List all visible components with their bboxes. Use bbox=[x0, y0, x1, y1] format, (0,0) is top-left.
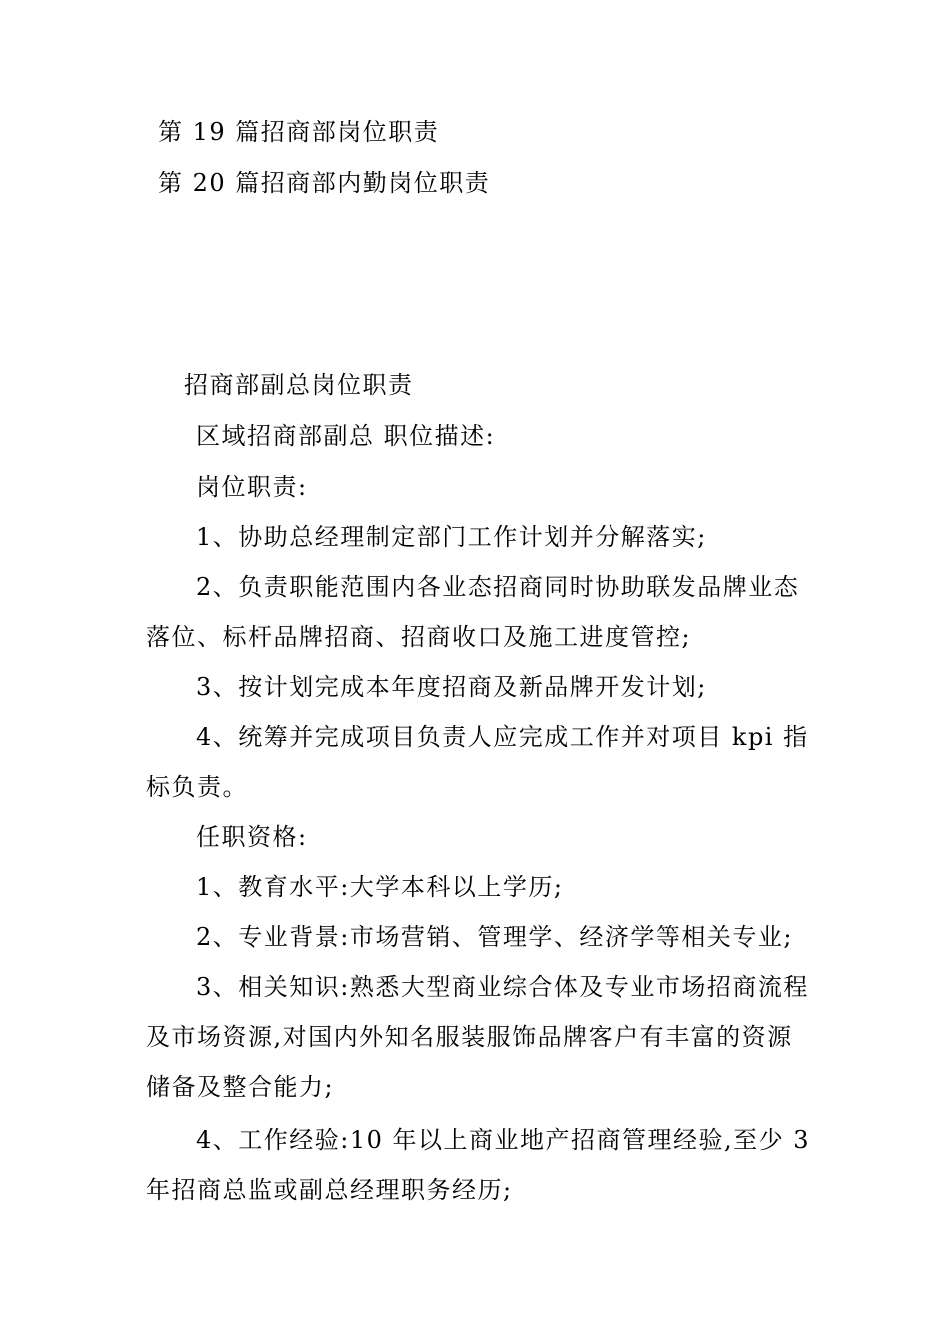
toc-entry-19[interactable]: 第 19 篇招商部岗位职责 bbox=[158, 118, 440, 146]
qualification-item-3-line-3: 储备及整合能力; bbox=[146, 1073, 335, 1101]
position-description: 区域招商部副总 职位描述: bbox=[196, 422, 496, 450]
qualification-item-4-line-1: 4、工作经验:10 年以上商业地产招商管理经验,至少 3 bbox=[196, 1126, 811, 1154]
qualification-item-2: 2、专业背景:市场营销、管理学、经济学等相关专业; bbox=[196, 923, 793, 951]
qualification-item-3-line-2: 及市场资源,对国内外知名服装服饰品牌客户有丰富的资源 bbox=[146, 1023, 793, 1051]
duty-item-2-line-1: 2、负责职能范围内各业态招商同时协助联发品牌业态 bbox=[196, 573, 800, 601]
duty-item-4-line-1: 4、统筹并完成项目负责人应完成工作并对项目 kpi 指 bbox=[196, 723, 809, 751]
duty-item-1: 1、协助总经理制定部门工作计划并分解落实; bbox=[196, 523, 707, 551]
section-title: 招商部副总岗位职责 bbox=[184, 371, 414, 399]
qualifications-heading: 任职资格: bbox=[196, 823, 308, 851]
duty-item-3: 3、按计划完成本年度招商及新品牌开发计划; bbox=[196, 673, 707, 701]
duties-heading: 岗位职责: bbox=[196, 473, 308, 501]
qualification-item-3-line-1: 3、相关知识:熟悉大型商业综合体及专业市场招商流程 bbox=[196, 973, 809, 1001]
duty-item-2-line-2: 落位、标杆品牌招商、招商收口及施工进度管控; bbox=[146, 623, 692, 651]
qualification-item-4-line-2: 年招商总监或副总经理职务经历; bbox=[146, 1176, 513, 1204]
duty-item-4-line-2: 标负责。 bbox=[146, 773, 248, 801]
toc-entry-20[interactable]: 第 20 篇招商部内勤岗位职责 bbox=[158, 169, 491, 197]
qualification-item-1: 1、教育水平:大学本科以上学历; bbox=[196, 873, 564, 901]
